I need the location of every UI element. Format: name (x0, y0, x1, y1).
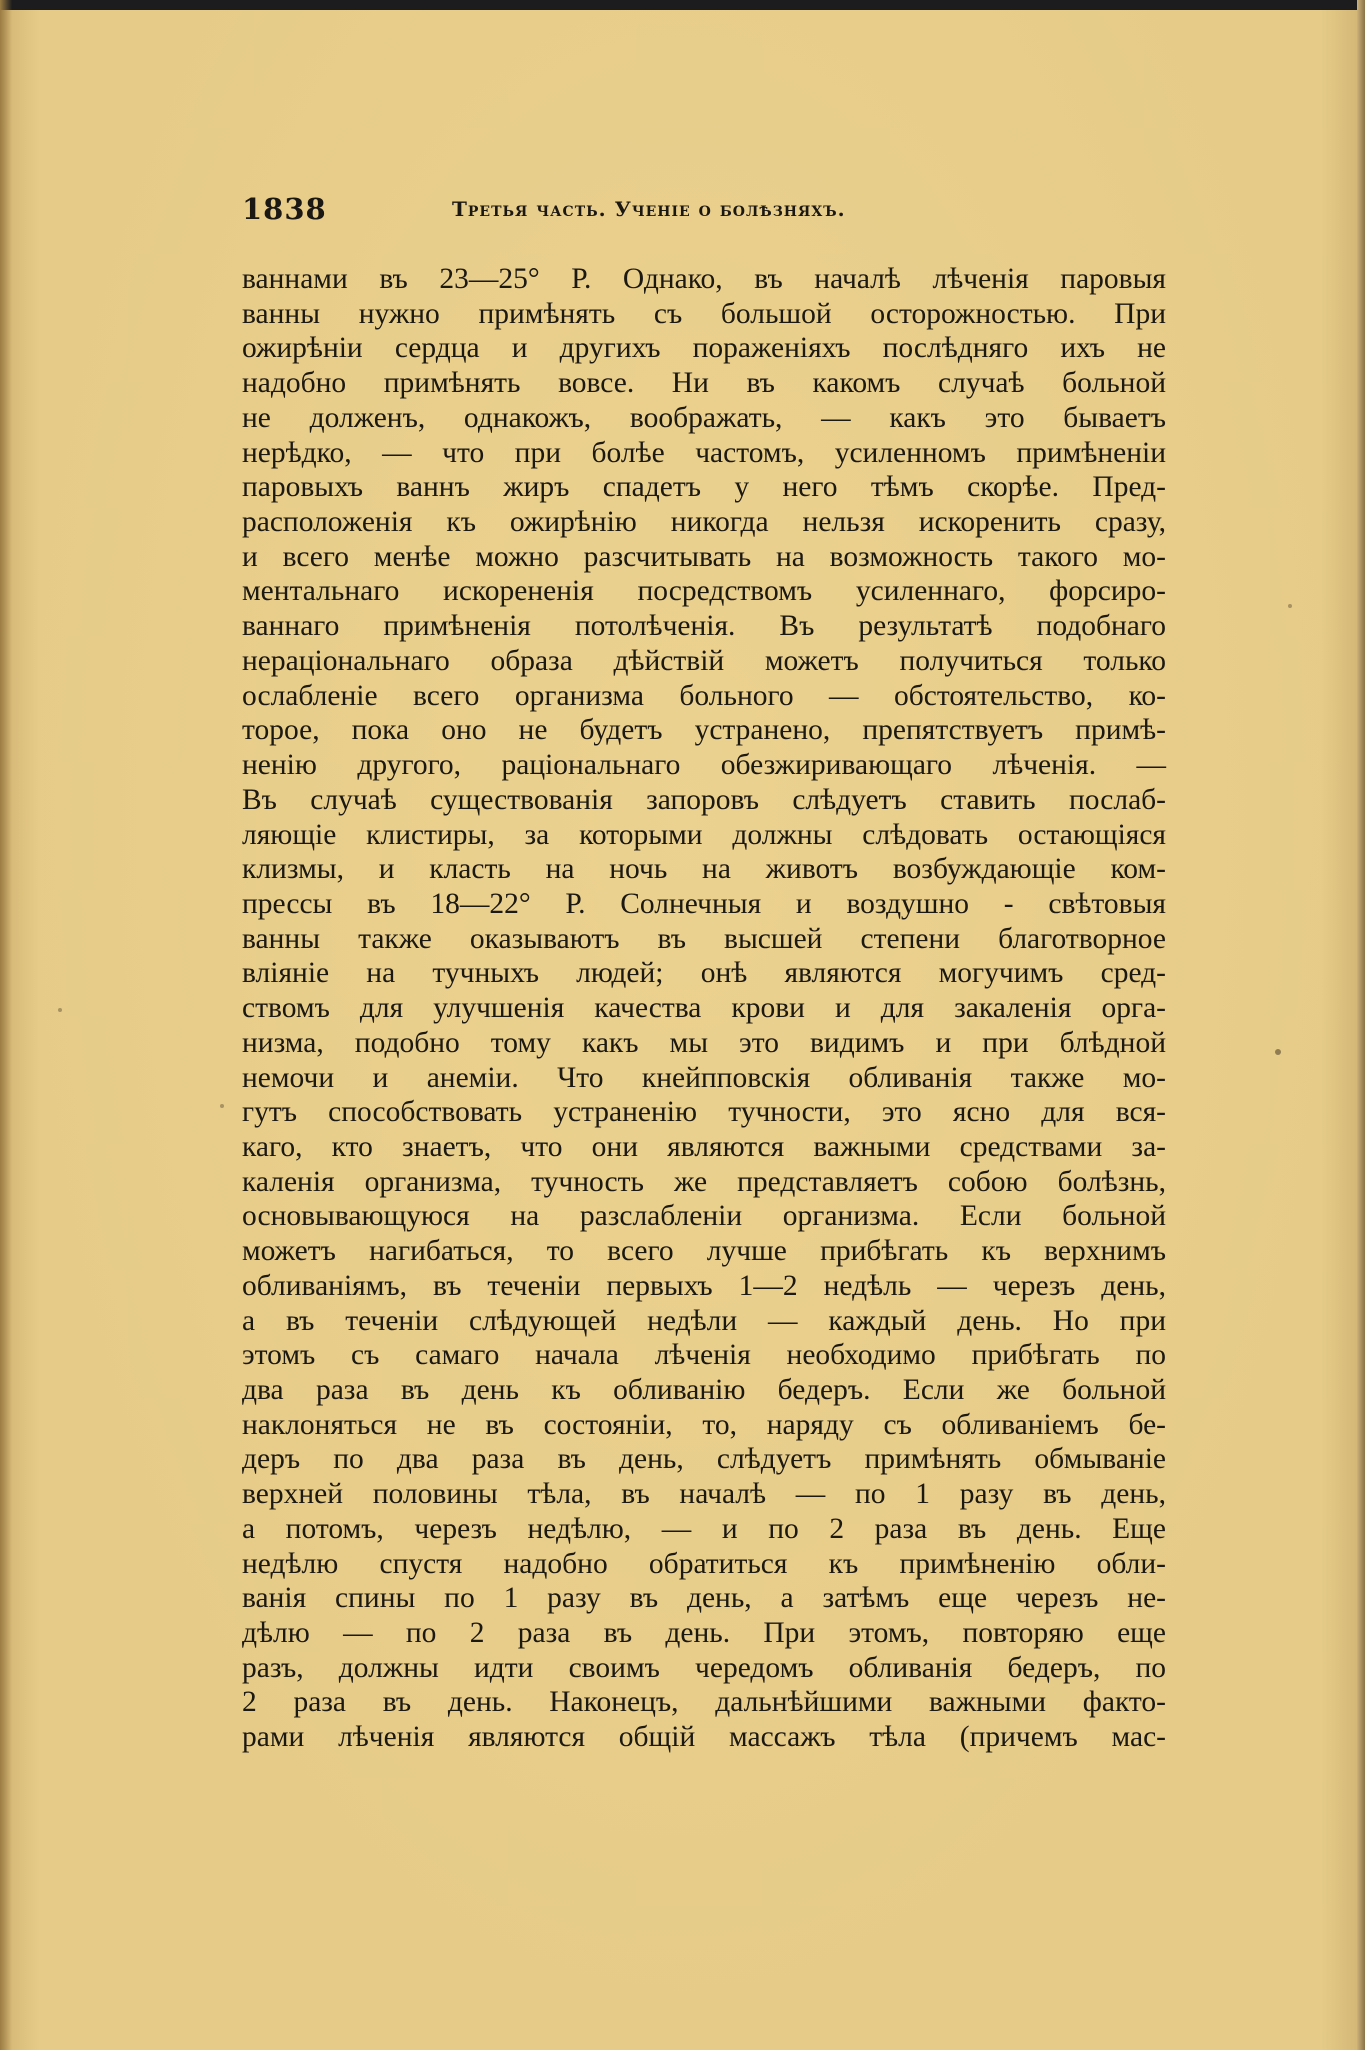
page-right-edge (1357, 0, 1365, 2050)
text-line: надобно примѣнять вовсе. Ни въ какомъ случаѣ больной (242, 367, 1166, 400)
text-line: ванны нужно примѣнять съ большой осторожностью. При (242, 297, 1166, 330)
text-line: ментальнаго искорененія посредствомъ усиленнаго, форсиро- (242, 575, 1166, 608)
text-line: гутъ способствовать устраненію тучности, это ясно для вся- (242, 1096, 1166, 1129)
text-line: ослабленіе всего организма больного — обстоятельство, ко- (242, 679, 1166, 712)
text-line: ненію другого, раціональнаго обезжиривающаго лѣченія. — (242, 749, 1166, 782)
text-line: расположенія къ ожирѣнію никогда нельзя искоренить сразу, (242, 506, 1166, 539)
text-line: наклоняться не въ состояніи, то, наряду съ обливаніемъ бе- (242, 1408, 1166, 1441)
text-line: прессы въ 18—22° Р. Солнечныя и воздушно - свѣтовыя (242, 887, 1166, 920)
text-line: верхней половины тѣла, въ началѣ — по 1 разу въ день, (242, 1478, 1166, 1511)
text-line: паровыхъ ваннъ жиръ спадетъ у него тѣмъ скорѣе. Пред- (242, 471, 1166, 504)
text-line: этомъ съ самаго начала лѣченія необходимо прибѣгать по (242, 1339, 1166, 1372)
text-line: а въ теченіи слѣдующей недѣли — каждый день. Но при (242, 1304, 1166, 1337)
text-line: ожирѣніи сердца и другихъ пораженіяхъ послѣдняго ихъ не (242, 332, 1166, 365)
text-line: деръ по два раза въ день, слѣдуетъ примѣнять обмываніе (242, 1443, 1166, 1476)
text-line: ваннаго примѣненія потолѣченія. Въ результатѣ подобнаго (242, 610, 1166, 643)
text-line: низма, подобно тому какъ мы это видимъ и при блѣдной (242, 1026, 1166, 1059)
page-number: 1838 (242, 192, 327, 226)
text-line: каленія организма, тучность же представляетъ собою болѣзнь, (242, 1165, 1166, 1198)
body-text (242, 262, 1166, 1755)
text-line: немочи и анеміи. Что кнейпповскія обливанія также мо- (242, 1061, 1166, 1094)
running-title: Третья часть. Ученіе о болѣзняхъ. (452, 197, 846, 221)
text-line: 2 раза въ день. Наконецъ, дальнѣйшими важными факто- (242, 1686, 1166, 1719)
running-header (242, 192, 1162, 232)
text-line: каго, кто знаетъ, что они являются важными средствами за- (242, 1130, 1166, 1163)
text-line: недѣлю спустя надобно обратиться къ примѣненію обли- (242, 1547, 1166, 1580)
text-line: ляющіе клистиры, за которыми должны слѣдовать остающіяся (242, 818, 1166, 851)
text-line: вліяніе на тучныхъ людей; онѣ являются могучимъ сред- (242, 957, 1166, 990)
text-line: ванія спины по 1 разу въ день, а затѣмъ еще черезъ не- (242, 1582, 1166, 1615)
text-line: нерѣдко, — что при болѣе частомъ, усиленномъ примѣненіи (242, 436, 1166, 469)
text-line: дѣлю — по 2 раза въ день. При этомъ, повторяю еще (242, 1617, 1166, 1650)
text-line: торое, пока оно не будетъ устранено, препятствуетъ примѣ- (242, 714, 1166, 747)
text-line: основывающуюся на разслабленіи организма. Если больной (242, 1200, 1166, 1233)
page-left-binding-edge (0, 0, 12, 2050)
text-line: а потомъ, черезъ недѣлю, — и по 2 раза въ день. Еще (242, 1512, 1166, 1545)
text-line: ваннами въ 23—25° Р. Однако, въ началѣ лѣченія паровыя (242, 263, 1166, 295)
text-line: два раза въ день къ обливанію бедеръ. Если же больной (242, 1374, 1166, 1406)
text-line: можетъ нагибаться, то всего лучше прибѣгать къ верхнимъ (242, 1235, 1166, 1268)
text-line: нераціональнаго образа дѣйствій можетъ получиться только (242, 644, 1166, 677)
scanner-top-edge (0, 0, 1365, 10)
text-line: клизмы, и класть на ночь на животъ возбуждающіе ком- (242, 853, 1166, 886)
text-line: рами лѣченія являются общій массажъ тѣла (причемъ мас- (242, 1721, 1166, 1754)
text-line: ствомъ для улучшенія качества крови и для закаленія орга- (242, 992, 1166, 1025)
text-line: ванны также оказываютъ въ высшей степени благотворное (242, 922, 1166, 955)
text-line: не долженъ, однакожъ, воображать, — какъ это бываетъ (242, 401, 1166, 434)
text-line: Въ случаѣ существованія запоровъ слѣдуетъ ставить послаб- (242, 783, 1166, 816)
text-line: и всего менѣе можно разсчитывать на возможность такого мо- (242, 540, 1166, 573)
text-line: разъ, должны идти своимъ чередомъ обливанія бедеръ, по (242, 1651, 1166, 1684)
text-line: обливаніямъ, въ теченіи первыхъ 1—2 недѣль — черезъ день, (242, 1269, 1166, 1302)
